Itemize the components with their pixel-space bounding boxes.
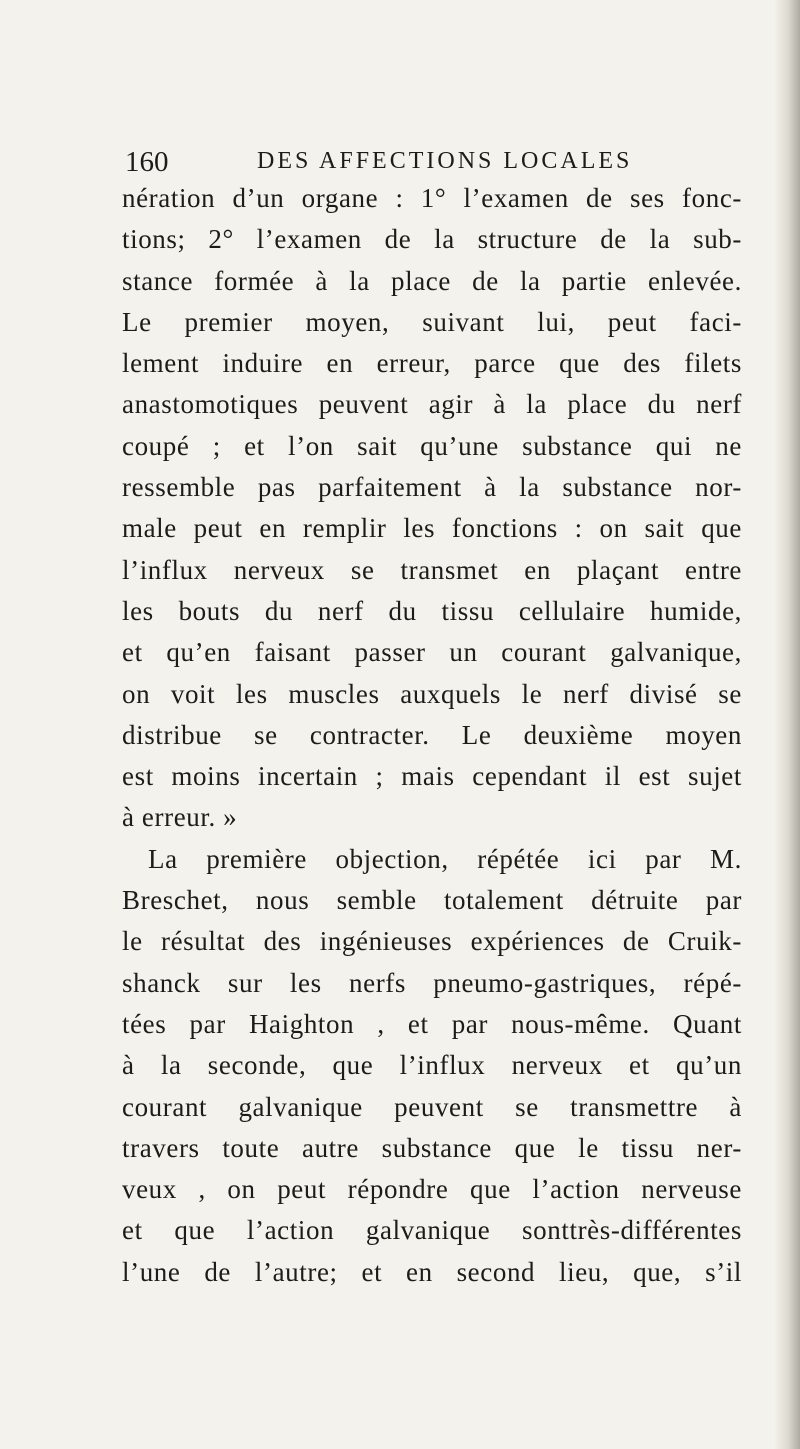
page-edge-shadow — [774, 0, 800, 1449]
text-line: est moins incertain ; mais cependant il est sujet — [122, 761, 742, 792]
page-number: 160 — [125, 146, 169, 178]
text-line: à erreur. » — [122, 802, 238, 833]
text-line: travers toute autre substance que le tissu ner- — [122, 1132, 742, 1163]
text-line: le résultat des ingénieuses expériences de Cruik- — [122, 926, 742, 957]
text-line: à la seconde, que l’influx nerveux et qu’un — [122, 1050, 742, 1081]
text-line: Breschet, nous semble totalement détruite par — [122, 885, 742, 916]
text-line: lement induire en erreur, parce que des filets — [122, 348, 742, 379]
text-line: et qu’en faisant passer un courant galvanique, — [122, 637, 742, 668]
text-line: tées par Haighton , et par nous-même. Quant — [122, 1008, 742, 1039]
text-line: l’influx nerveux se transmet en plaçant entre — [122, 554, 742, 585]
text-line: et que l’action galvanique sonttrès-différentes — [122, 1215, 742, 1246]
text-line: on voit les muscles auxquels le nerf divisé se — [122, 678, 742, 709]
text-line: tions; 2° l’examen de la structure de la sub- — [122, 224, 742, 255]
text-line: distribue se contracter. Le deuxième moyen — [122, 719, 742, 750]
text-line: courant galvanique peuvent se transmettre à — [122, 1091, 742, 1122]
body-text — [122, 178, 742, 1293]
text-line: veux , on peut répondre que l’action nerveuse — [122, 1174, 742, 1205]
text-line: male peut en remplir les fonctions : on sait que — [122, 513, 742, 544]
text-line: Le premier moyen, suivant lui, peut faci- — [122, 306, 742, 337]
text-line: shanck sur les nerfs pneumo-gastriques, répé- — [122, 967, 742, 998]
text-line: l’une de l’autre; et en second lieu, que, s’il — [122, 1256, 742, 1287]
text-line: stance formée à la place de la partie enlevée. — [122, 265, 742, 296]
running-title: DES AFFECTIONS LOCALES — [257, 148, 633, 174]
text-line: ressemble pas parfaitement à la substance nor- — [122, 472, 742, 503]
text-line: La première objection, répétée ici par M. — [148, 843, 742, 874]
text-line: coupé ; et l’on sait qu’une substance qui ne — [122, 430, 742, 461]
text-line: les bouts du nerf du tissu cellulaire humide, — [122, 595, 742, 626]
text-line: nération d’un organe : 1° l’examen de ses fonc- — [122, 183, 742, 213]
text-line: anastomotiques peuvent agir à la place du nerf — [122, 389, 742, 420]
